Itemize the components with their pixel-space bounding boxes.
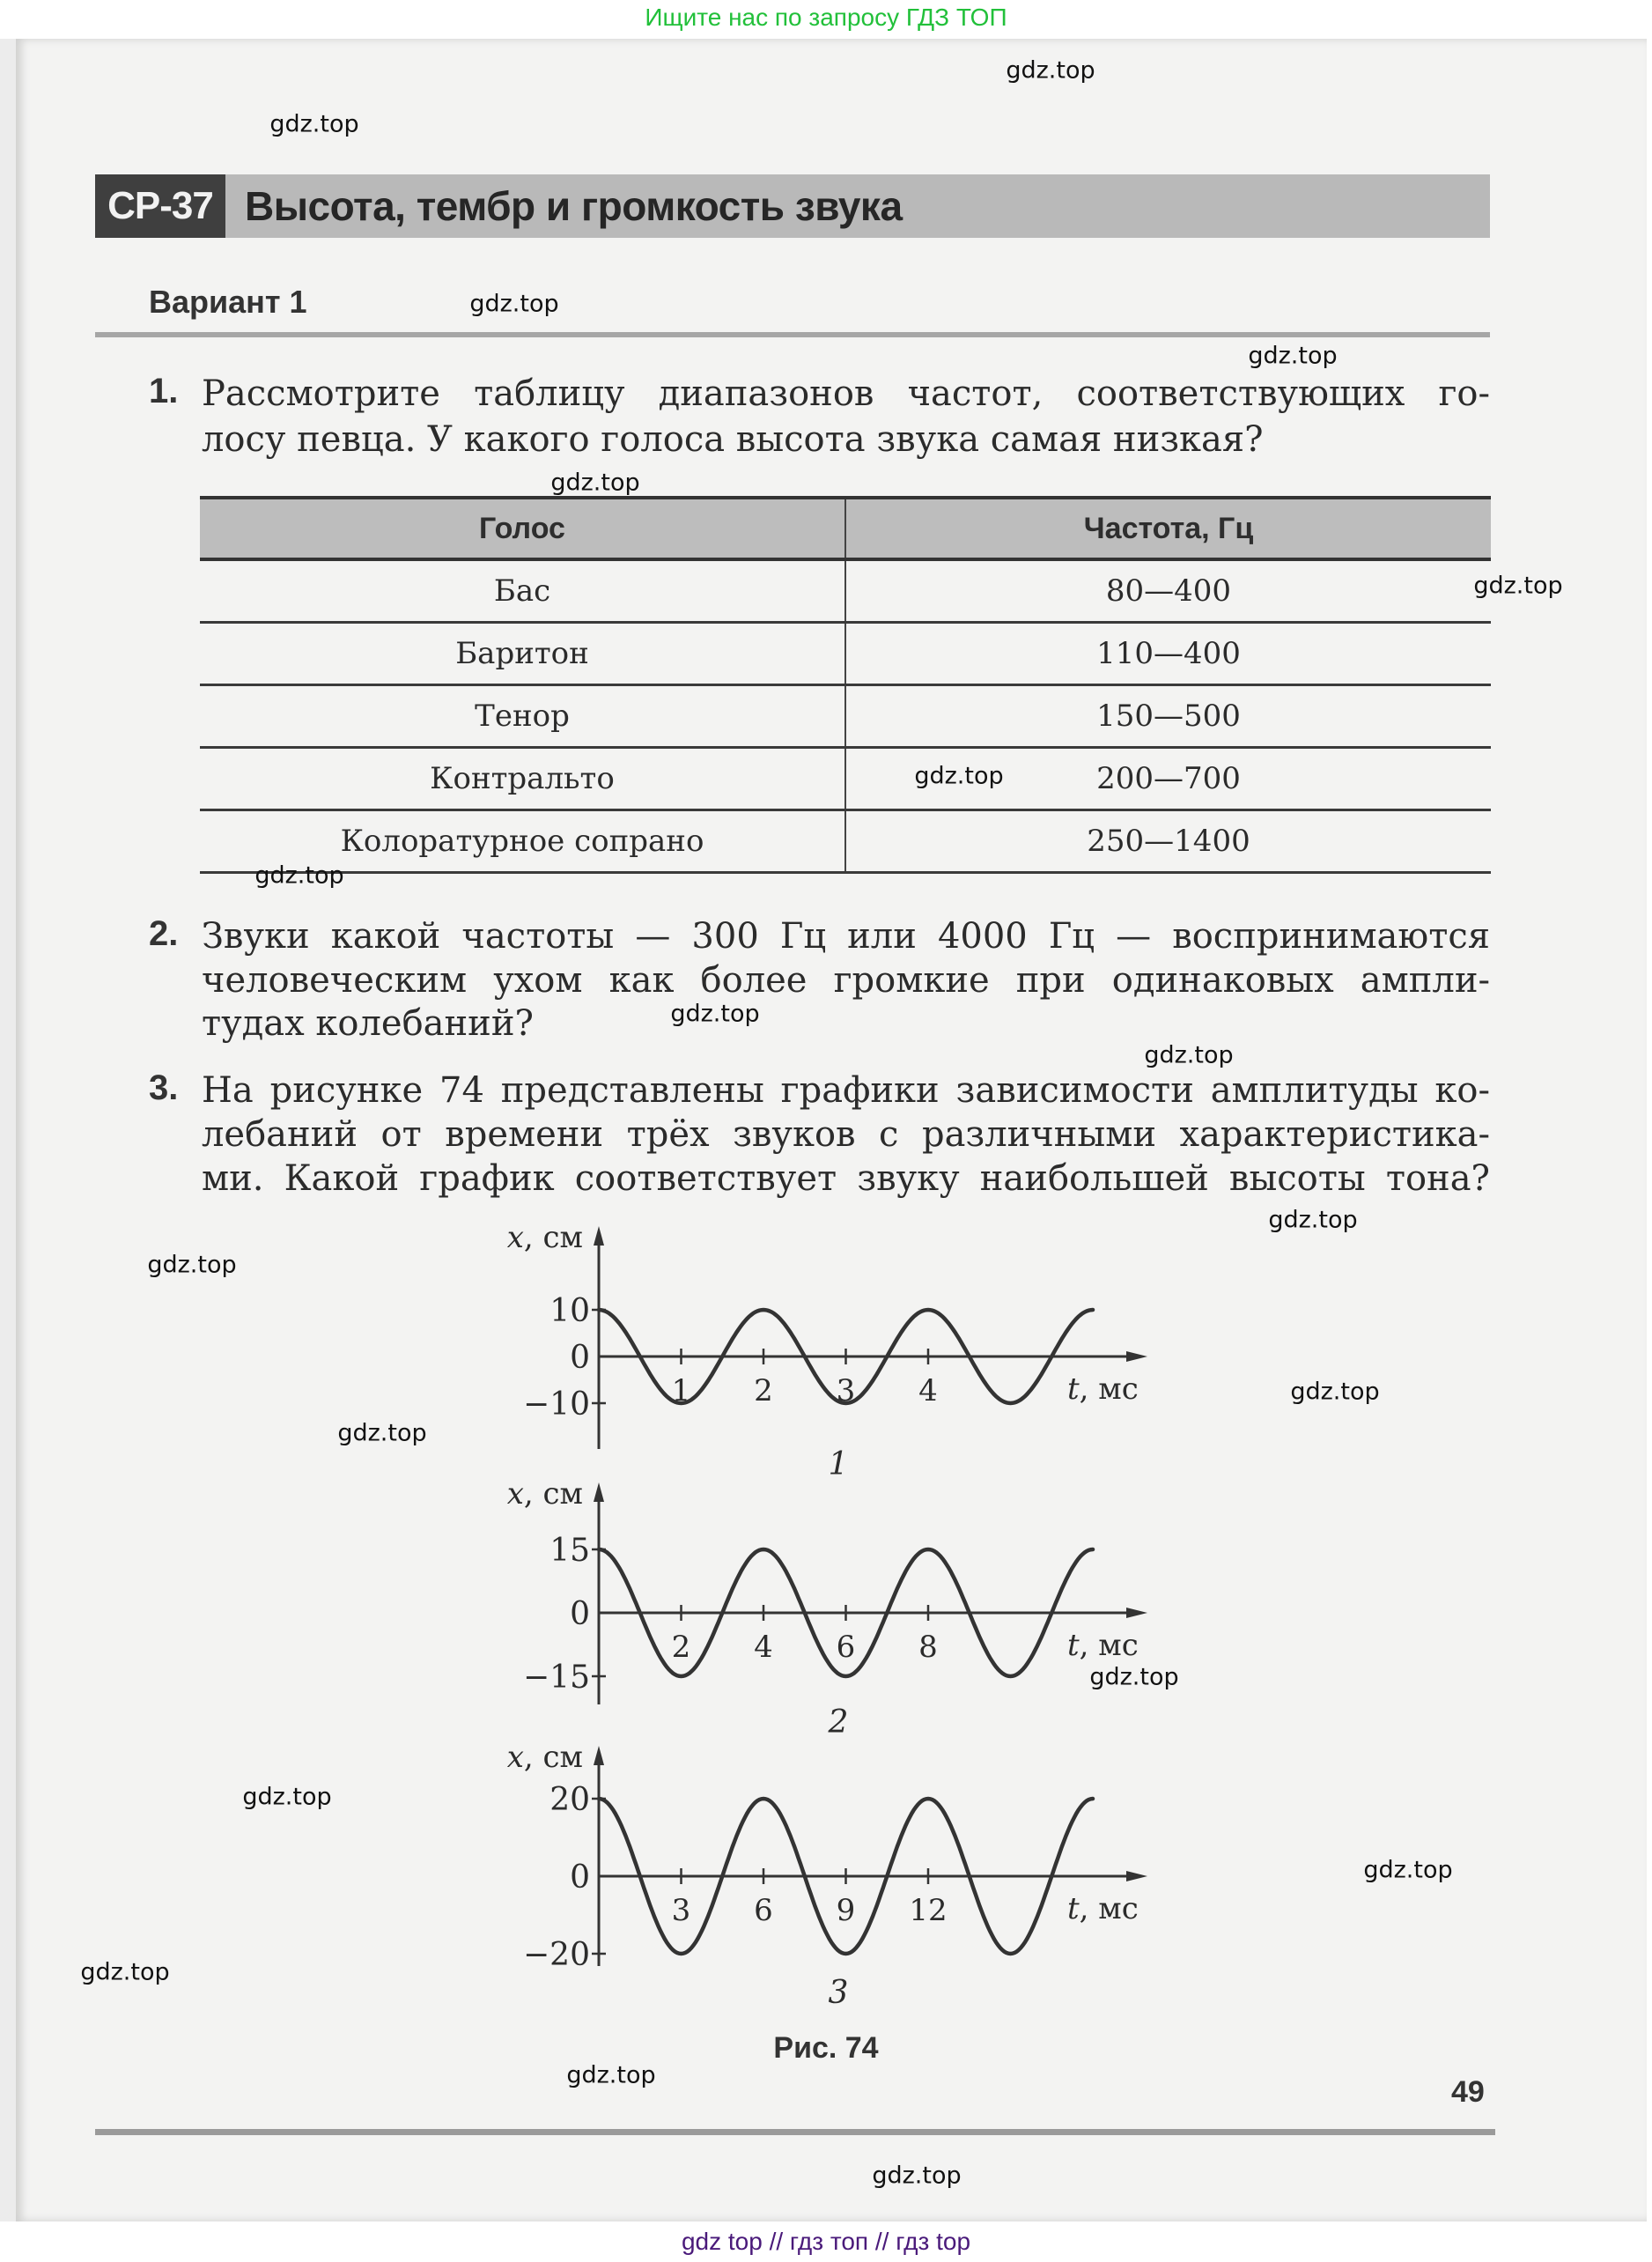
- watermark-text: gdz.top: [1363, 1856, 1453, 1884]
- x-axis-arrow-icon: [1126, 1351, 1147, 1362]
- section-code: СР-37: [95, 174, 225, 238]
- question-text-line: человеческим ухом как более громкие при одинаковых ампли-: [202, 960, 1490, 1001]
- y-tick-label: 10: [549, 1293, 590, 1329]
- watermark-text: gdz.top: [337, 1419, 427, 1447]
- y-axis-arrow-icon: [594, 1482, 604, 1502]
- voice-cell: Контральто: [200, 748, 845, 810]
- question-text-line: лосу певца. У какого голоса высота звука самая низкая?: [202, 419, 1264, 460]
- x-axis-label: t, мс: [1067, 1628, 1139, 1663]
- watermark-text: gdz.top: [550, 469, 640, 497]
- x-tick-label: 1: [671, 1373, 691, 1408]
- y-tick-label: −20: [523, 1937, 590, 1973]
- x-tick-label: 2: [754, 1373, 773, 1408]
- x-tick-label: 12: [909, 1893, 948, 1928]
- graph-number-label: 2: [828, 1704, 849, 1741]
- question-text-line: тудах колебаний?: [202, 1003, 534, 1044]
- watermark-text: gdz.top: [80, 1958, 170, 1986]
- x-axis-arrow-icon: [1126, 1871, 1147, 1881]
- y-axis-label: x, см: [506, 1220, 583, 1255]
- bottom-divider: [95, 2129, 1495, 2135]
- watermark-text: gdz.top: [1473, 572, 1563, 600]
- x-tick-label: 6: [754, 1893, 773, 1928]
- graph-number-label: 1: [828, 1446, 849, 1482]
- watermark-text: gdz.top: [1248, 342, 1338, 370]
- frequency-cell: 150—500: [845, 685, 1491, 748]
- x-axis-label: t, мс: [1067, 1891, 1139, 1926]
- y-axis-arrow-icon: [594, 1746, 604, 1765]
- watermark-text: gdz.top: [254, 861, 344, 890]
- watermark-text: gdz.top: [566, 2061, 656, 2089]
- voice-cell: Колоратурное сопрано: [200, 810, 845, 873]
- watermark-text: gdz.top: [1006, 56, 1095, 85]
- x-tick-label: 3: [671, 1893, 691, 1928]
- question-text-line: На рисунке 74 представлены графики зависимости амплитуды ко-: [202, 1070, 1490, 1111]
- question-number: 3.: [149, 1068, 179, 1107]
- x-tick-label: 3: [836, 1373, 856, 1408]
- watermark-text: gdz.top: [1268, 1206, 1358, 1234]
- voice-cell: Баритон: [200, 623, 845, 685]
- graph-3: [507, 1740, 1147, 2011]
- question-number: 1.: [149, 372, 179, 410]
- y-tick-label: 15: [549, 1533, 590, 1569]
- y-tick-label: 0: [570, 1596, 590, 1632]
- y-axis-label: x, см: [506, 1740, 583, 1775]
- frequency-cell: 200—700: [845, 748, 1491, 810]
- footer-links[interactable]: gdz top // гдз топ // гдз top: [681, 2228, 971, 2255]
- y-axis-arrow-icon: [594, 1226, 604, 1246]
- column-header-voice: Голос: [200, 498, 845, 559]
- question-text-line: лебаний от времени трёх звуков с различными характеристика-: [202, 1114, 1490, 1155]
- watermark-text: gdz.top: [1144, 1041, 1234, 1069]
- graph-1: [507, 1220, 1147, 1482]
- x-axis-arrow-icon: [1126, 1608, 1147, 1618]
- page-number: 49: [1451, 2075, 1485, 2109]
- watermark-text: gdz.top: [147, 1251, 237, 1279]
- variant-heading: Вариант 1: [149, 284, 307, 320]
- y-axis-label: x, см: [506, 1476, 583, 1512]
- x-tick-label: 4: [918, 1373, 938, 1408]
- voice-cell: Тенор: [200, 685, 845, 748]
- search-banner[interactable]: Ищите нас по запросу ГДЗ ТОП: [645, 4, 1007, 31]
- y-tick-label: −15: [523, 1660, 590, 1696]
- x-tick-label: 6: [836, 1630, 856, 1665]
- voice-cell: Бас: [200, 559, 845, 623]
- y-tick-label: 20: [549, 1782, 590, 1818]
- y-tick-label: 0: [570, 1859, 590, 1896]
- x-tick-label: 9: [836, 1893, 856, 1928]
- frequency-cell: 250—1400: [845, 810, 1491, 873]
- y-tick-label: −10: [523, 1386, 590, 1423]
- graph-number-label: 3: [828, 1975, 849, 2011]
- y-tick-label: 0: [570, 1340, 590, 1376]
- x-tick-label: 4: [754, 1630, 773, 1665]
- watermark-text: gdz.top: [872, 2162, 962, 2190]
- column-header-frequency: Частота, Гц: [845, 498, 1491, 559]
- x-tick-label: 2: [671, 1630, 691, 1665]
- question-text-line: Рассмотрите таблицу диапазонов частот, соответствующих го-: [202, 373, 1490, 414]
- section-title: Высота, тембр и громкость звука: [245, 183, 903, 229]
- question-text-line: ми. Какой график соответствует звуку наибольшей высоты тона?: [202, 1158, 1490, 1199]
- frequency-cell: 80—400: [845, 559, 1491, 623]
- x-tick-label: 8: [918, 1630, 938, 1665]
- frequency-cell: 110—400: [845, 623, 1491, 685]
- watermark-text: gdz.top: [670, 1000, 760, 1028]
- watermark-text: gdz.top: [469, 290, 559, 318]
- figure-caption: Рис. 74: [773, 2031, 879, 2065]
- question-number: 2.: [149, 914, 179, 953]
- watermark-text: gdz.top: [242, 1783, 332, 1811]
- watermark-text: gdz.top: [1290, 1378, 1380, 1406]
- watermark-text: gdz.top: [1089, 1663, 1179, 1691]
- watermark-text: gdz.top: [914, 762, 1004, 790]
- graph-2: [507, 1476, 1147, 1741]
- watermark-text: gdz.top: [269, 110, 359, 138]
- question-text-line: Звуки какой частоты — 300 Гц или 4000 Гц — воспринимаются: [202, 916, 1490, 957]
- x-axis-label: t, мс: [1067, 1371, 1139, 1407]
